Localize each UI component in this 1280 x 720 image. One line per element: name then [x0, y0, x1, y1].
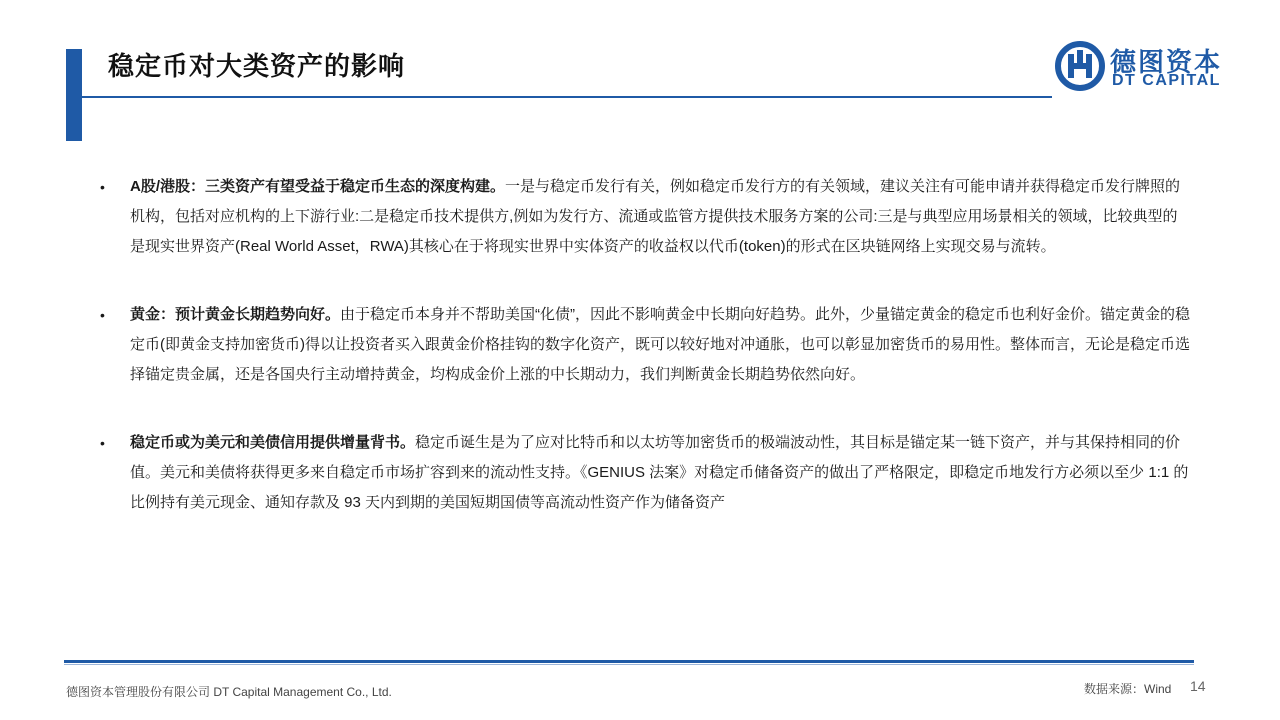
company-logo	[1054, 40, 1226, 92]
logo-name-cn: 德图资本	[1110, 47, 1223, 77]
bullet-dot-icon: •	[100, 307, 105, 323]
bullet-usd-treasury	[100, 428, 1190, 518]
bullet-lead: 稳定币或为美元和美债信用提供增量背书。	[130, 434, 416, 451]
title-accent-bar	[66, 49, 82, 141]
footer-divider-thin	[64, 664, 1194, 665]
footer-data-source: 数据来源：Wind	[1084, 682, 1172, 696]
bullet-dot-icon: •	[100, 435, 105, 451]
bullet-gold	[100, 300, 1190, 390]
bullet-body: 稳定币诞生是为了应对比特币和以太坊等加密货币的极端波动性，其目标是锚定某一链下资产，并与其保持相同的价值。美元和美债将获得更多来自稳定币市场扩容到来的流动性支持。《GENIUS 法案》对稳定币储备资产的做出了严格限定，即稳定币地发行方必须以至少 1:1 的比例持有美元现金、通知存款及 93 天内到期的美国短期国债等高流动性资产作为储备资产	[130, 434, 1189, 511]
dt-capital-logo-icon	[1054, 40, 1106, 92]
bullet-dot-icon: •	[100, 179, 105, 195]
page-number: 14	[1190, 678, 1206, 694]
logo-name-en: DT CAPITAL	[1112, 72, 1221, 89]
title-underline	[82, 96, 1052, 98]
bullet-body: 由于稳定币本身并不帮助美国“化债”，因此不影响黄金中长期向好趋势。此外，少量锚定黄金的稳定币也利好金价。锚定黄金的稳定币(即黄金支持加密货币)得以让投资者买入跟黄金价格挂钩的数字化资产，既可以较好地对冲通胀，也可以彰显加密货币的易用性。整体而言，无论是稳定币选择锚定贵金属，还是各国央行主动增持黄金，均构成金价上涨的中长期动力，我们判断黄金长期趋势依然向好。	[130, 306, 1191, 383]
footer-company: 德图资本管理股份有限公司 DT Capital Management Co., Ltd.	[66, 685, 392, 699]
content-body	[100, 172, 1190, 556]
bullet-lead: 黄金：预计黄金长期趋势向好。	[130, 306, 341, 323]
bullet-lead: A股/港股：三类资产有望受益于稳定币生态的深度构建。	[130, 178, 506, 195]
footer-divider	[64, 660, 1194, 663]
bullet-body: 一是与稳定币发行有关，例如稳定币发行方的有关领域，建议关注有可能申请并获得稳定币发行牌照的机构，包括对应机构的上下游行业:二是稳定币技术提供方,例如为发行方、流通或监管方提供技术服务方案的公司:三是与典型应用场景相关的领域，比较典型的是现实世界资产(Real World Asset，RWA)其核心在于将现实世界中实体资产的收益权以代币(token)的形式在区块链网络上实现交易与流转。	[130, 178, 1181, 255]
bullet-a-share-hk	[100, 172, 1190, 262]
page-title: 稳定币对大类资产的影响	[108, 51, 406, 81]
